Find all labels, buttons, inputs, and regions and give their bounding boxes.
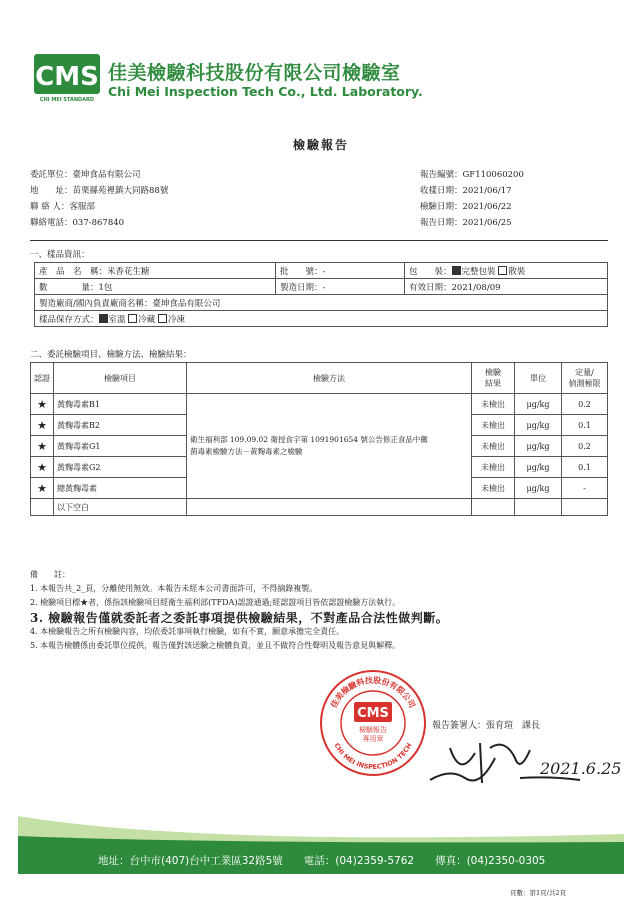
- accredited-star-icon: ★: [31, 478, 54, 499]
- col-method: 檢驗方法: [187, 363, 472, 394]
- company-logo: [34, 54, 100, 102]
- report-number: 報告編號：GF110060200: [420, 170, 524, 180]
- blank-note: 以下空白: [54, 499, 187, 516]
- seal-ring-text: 佳美檢驗科技股份有限公司: [329, 675, 417, 710]
- accredited-star-icon: ★: [31, 436, 54, 457]
- report-title: 檢驗報告: [292, 138, 349, 152]
- company-seal-icon: [318, 668, 428, 778]
- signature-date: 2021.6.25: [540, 759, 622, 778]
- results-table: [30, 362, 608, 516]
- accredited-star-icon: ★: [31, 415, 54, 436]
- checkbox-checked-icon: [452, 266, 461, 275]
- accredited-star-icon: ★: [31, 394, 54, 415]
- notes-heading: 備 註：: [30, 570, 70, 579]
- batch-cell: 批 號：-: [276, 263, 405, 279]
- table-row: ★ 黃麴毒素B2 未檢出 μg/kg 0.1: [31, 415, 608, 436]
- exp-date-cell: 有效日期：2021/08/09: [405, 279, 608, 295]
- report-signer: 報告簽署人：張育瑄 課長: [432, 721, 541, 731]
- note-1: 1. 本報告共_2_頁，分離使用無效。本報告未經本公司書面許可，不得摘錄複製。: [30, 584, 318, 594]
- accredited-star-icon: ★: [31, 457, 54, 478]
- mfg-date-cell: 製造日期：-: [276, 279, 405, 295]
- test-date: 檢驗日期：2021/06/22: [420, 202, 512, 212]
- table-row: ★ 黃麴毒素B1 衛生福利部 109.09.02 衛授食字第 1091901654 號公告修正食品中黴 菌毒素檢驗方法－黃麴毒素之檢驗 未檢出 μg/kg 0.2: [31, 394, 608, 415]
- method-cell: 衛生福利部 109.09.02 衛授食字第 1091901654 號公告修正食品中黴 菌毒素檢驗方法－黃麴毒素之檢驗: [187, 394, 472, 499]
- table-row: ★ 黃麴毒素G2 未檢出 μg/kg 0.1: [31, 457, 608, 478]
- company-name-en: Chi Mei Inspection Tech Co., Ltd. Laboratory.: [108, 84, 423, 99]
- section2-heading: 二、委託檢驗項目、檢驗方法、檢驗結果：: [30, 350, 192, 360]
- notes: [30, 568, 448, 653]
- table-row: ★ 黃麴毒素G1 未檢出 μg/kg 0.2: [31, 436, 608, 457]
- handwritten-signature-icon: [420, 728, 636, 790]
- client-contact: 聯 絡 人：客服部: [30, 202, 95, 212]
- table-row: ★ 總黃麴毒素 未檢出 μg/kg -: [31, 478, 608, 499]
- checkbox-empty-icon: [128, 314, 137, 323]
- sample-info-table: [34, 262, 608, 327]
- logo-text: CMS: [35, 62, 99, 92]
- company-name-zh: 佳美檢驗科技股份有限公司檢驗室: [108, 62, 401, 84]
- page-number: 頁數：第1頁/共2頁: [510, 889, 566, 897]
- note-4: 4. 本檢驗報告之所有檢驗內容，均依委託事項執行檢驗，如有不實，願意承擔完全責任。: [30, 626, 345, 636]
- footer-contact: 地址：台中市(407)台中工業區32路5號 電話：(04)2359-5762 傳真：(04)2350-0305: [98, 855, 546, 867]
- section1-heading: 一、樣品資訊：: [30, 250, 90, 260]
- quantity-cell: 數 量：1包: [35, 279, 276, 295]
- received-date: 收樣日期：2021/06/17: [420, 186, 512, 196]
- note-5: 5. 本報告檢體係由委託單位提供，報告僅對該送驗之檢體負責，並且不做符合性聲明及報告意見與解釋。: [30, 641, 401, 651]
- product-name-cell: 產 品 名 稱：米香花生糖: [35, 263, 276, 279]
- package-cell: 包 裝： 完整包裝 散裝: [405, 263, 608, 279]
- seal-logo-text: CMS: [357, 706, 389, 721]
- seal-center-l1: 檢驗報告: [359, 726, 387, 734]
- note-2: 2. 檢驗項目標★者，係指該檢驗項目經衛生福利部(TFDA)認證通過;經認證項目皆依認證檢驗方法執行。: [30, 598, 401, 608]
- storage-cell: 樣品保存方式： 室溫 冷藏 冷凍: [35, 311, 608, 327]
- client-address: 地 址：苗栗縣苑裡鎮大同路88號: [30, 186, 169, 196]
- client-unit: 委託單位：臺坤食品有限公司: [30, 170, 141, 180]
- col-limit: 定量/ 偵測極限: [562, 363, 608, 394]
- checkbox-checked-icon: [99, 314, 108, 323]
- note-3: 3. 檢驗報告僅就委託者之委託事項提供檢驗結果，不對產品合法性做判斷。: [30, 610, 449, 625]
- client-phone: 聯絡電話：037-867840: [30, 218, 125, 228]
- table-row: [31, 499, 608, 516]
- checkbox-empty-icon: [158, 314, 167, 323]
- logo-subtitle: CHI MEI STANDARD: [39, 97, 95, 103]
- col-unit: 單位: [515, 363, 562, 394]
- report-date: 報告日期：2021/06/25: [420, 218, 512, 228]
- maker-cell: 製造廠商/國內負責廠商名稱：臺坤食品有限公司: [35, 295, 608, 311]
- divider: [30, 240, 608, 241]
- checkbox-empty-icon: [498, 266, 507, 275]
- col-cert: 認證: [31, 363, 54, 394]
- col-item: 檢驗項目: [54, 363, 187, 394]
- seal-ring-text-en: CHI MEI INSPECTION TECH: [332, 741, 414, 772]
- seal-center-l2: 專用章: [362, 735, 384, 743]
- col-result: 檢驗 結果: [472, 363, 515, 394]
